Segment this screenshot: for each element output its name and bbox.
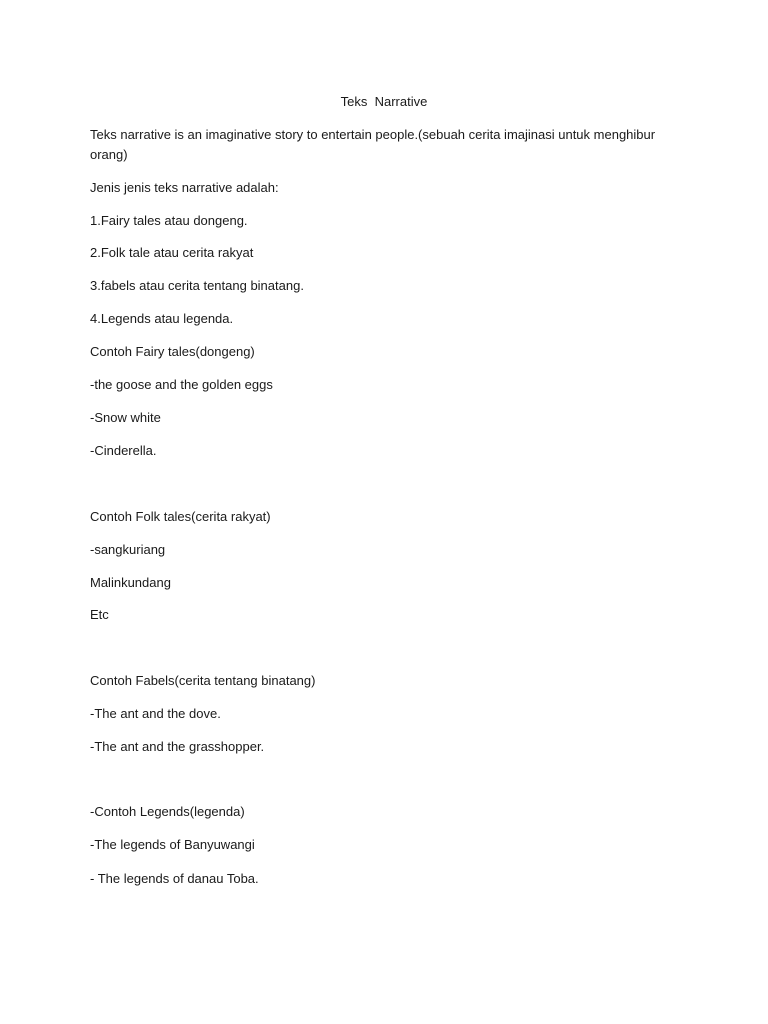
type-item-fabels: 3.fabels atau cerita tentang binatang. [90, 278, 304, 293]
type-item-legends: 4.Legends atau legenda. [90, 311, 234, 326]
list-item: -Cinderella. [90, 443, 157, 458]
type-item-fairy-tales: 1.Fairy tales atau dongeng. [90, 213, 248, 228]
list-item: -sangkuriang [90, 542, 166, 557]
legends-heading: -Contoh Legends(legenda) [90, 804, 245, 819]
intro-paragraph: Teks narrative is an imaginative story to entertain people.(sebuah cerita imajinasi untuk menghibur orang) [90, 127, 656, 162]
types-heading: Jenis jenis teks narrative adalah: [90, 180, 279, 195]
list-item: -The ant and the dove. [90, 706, 221, 721]
list-item: Malinkundang [90, 575, 171, 590]
folk-tales-heading: Contoh Folk tales(cerita rakyat) [90, 509, 271, 524]
fabels-heading: Contoh Fabels(cerita tentang binatang) [90, 673, 316, 688]
document-title: Teks Narrative [340, 94, 428, 109]
list-item: -The ant and the grasshopper. [90, 739, 265, 754]
list-item: -The legends of Banyuwangi [90, 837, 255, 852]
list-item: -the goose and the golden eggs [90, 377, 273, 392]
list-item: Etc [90, 607, 109, 622]
fairy-tales-heading: Contoh Fairy tales(dongeng) [90, 344, 255, 359]
list-item: - The legends of danau Toba. [90, 871, 259, 886]
type-item-folk-tale: 2.Folk tale atau cerita rakyat [90, 245, 254, 260]
list-item: -Snow white [90, 410, 161, 425]
